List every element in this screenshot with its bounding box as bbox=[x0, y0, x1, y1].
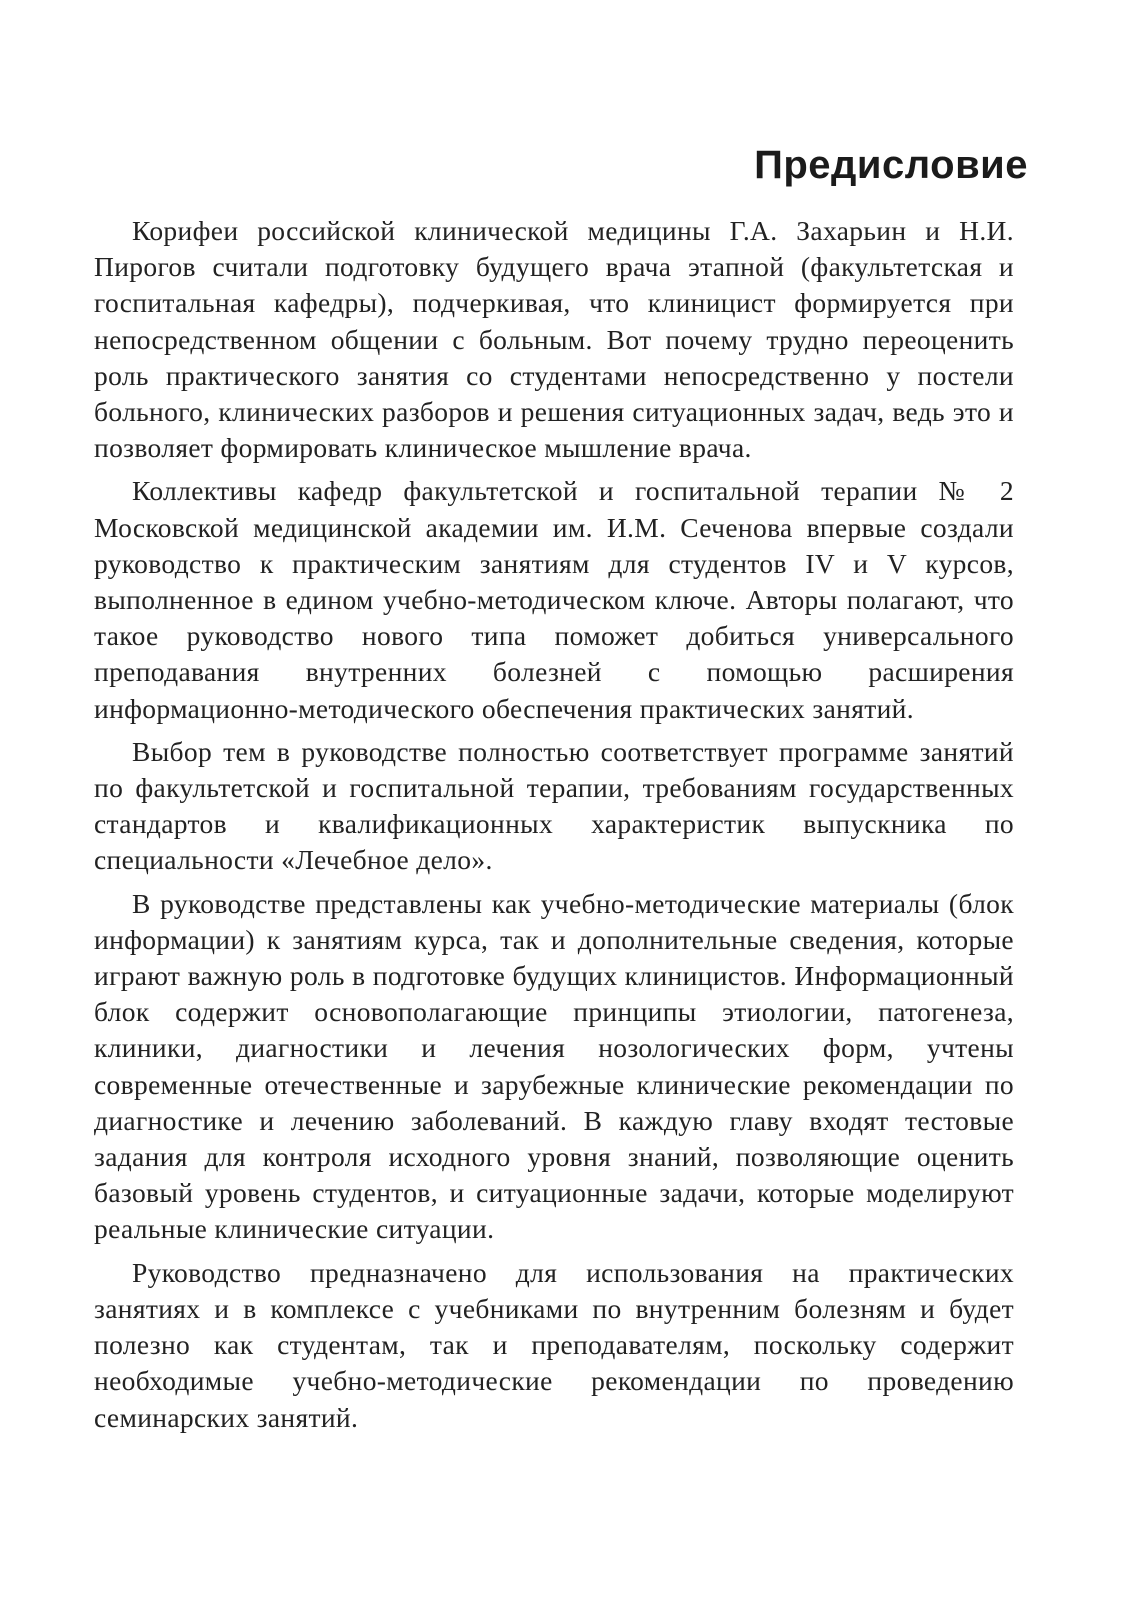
paragraph-3: Выбор тем в руководстве полностью соответствует программе занятий по факультетской и госпитальной терапии, требованиям государственных стандартов и квалификационных характеристик выпускника по специальности «Лечебное дело». bbox=[94, 735, 1014, 876]
paragraph-1: Корифеи российской клинической медицины Г.А. Захарьин и Н.И. Пирогов считали подготовку будущего врача этапной (факультетская и госпитальная кафедры), подчеркивая, что клиницист формируется при непосредственном общении с больным. Вот почему трудно переоценить роль практического занятия со студентами непосредственно у постели больного, клинических разборов и решения ситуационных задач, ведь это и позволяет формировать клиническое мышление врача. bbox=[94, 215, 1014, 464]
paragraph-5: Руководство предназначено для использования на практических занятиях и в комплексе с учебниками по внутренним болезням и будет полезно как студентам, так и преподавателям, поскольку содержит необходимые учебно-методические рекомендации по проведению семинарских занятий. bbox=[94, 1256, 1014, 1433]
paragraph-2: Коллективы кафедр факультетской и госпитальной терапии № 2 Московской медицинской академии им. И.М. Сеченова впервые создали руководство к практическим занятиям для студентов IV и V курсов, выполненное в едином учебно-методическом ключе. Авторы полагают, что такое руководство нового типа поможет добиться универсального преподавания внутренних болезней с помощью расширения информационно-методического обеспечения практических занятий. bbox=[94, 475, 1014, 724]
page-title: Предисловие bbox=[754, 143, 1028, 187]
paragraph-4: В руководстве представлены как учебно-методические материалы (блок информации) к занятиям курса, так и дополнительные сведения, которые играют важную роль в подготовке будущих клиницистов. Информационный блок содержит основополагающие принципы этиологии, патогенеза, клиники, диагностики и лечения нозологических форм, учтены современные отечественные и зарубежные клинические рекомендации по диагностике и лечению заболеваний. В каждую главу входят тестовые задания для контроля исходного уровня знаний, позволяющие оценить базовый уровень студентов, и ситуационные задачи, которые моделируют реальные клинические ситуации. bbox=[94, 887, 1014, 1245]
preface-body bbox=[94, 213, 1014, 1443]
